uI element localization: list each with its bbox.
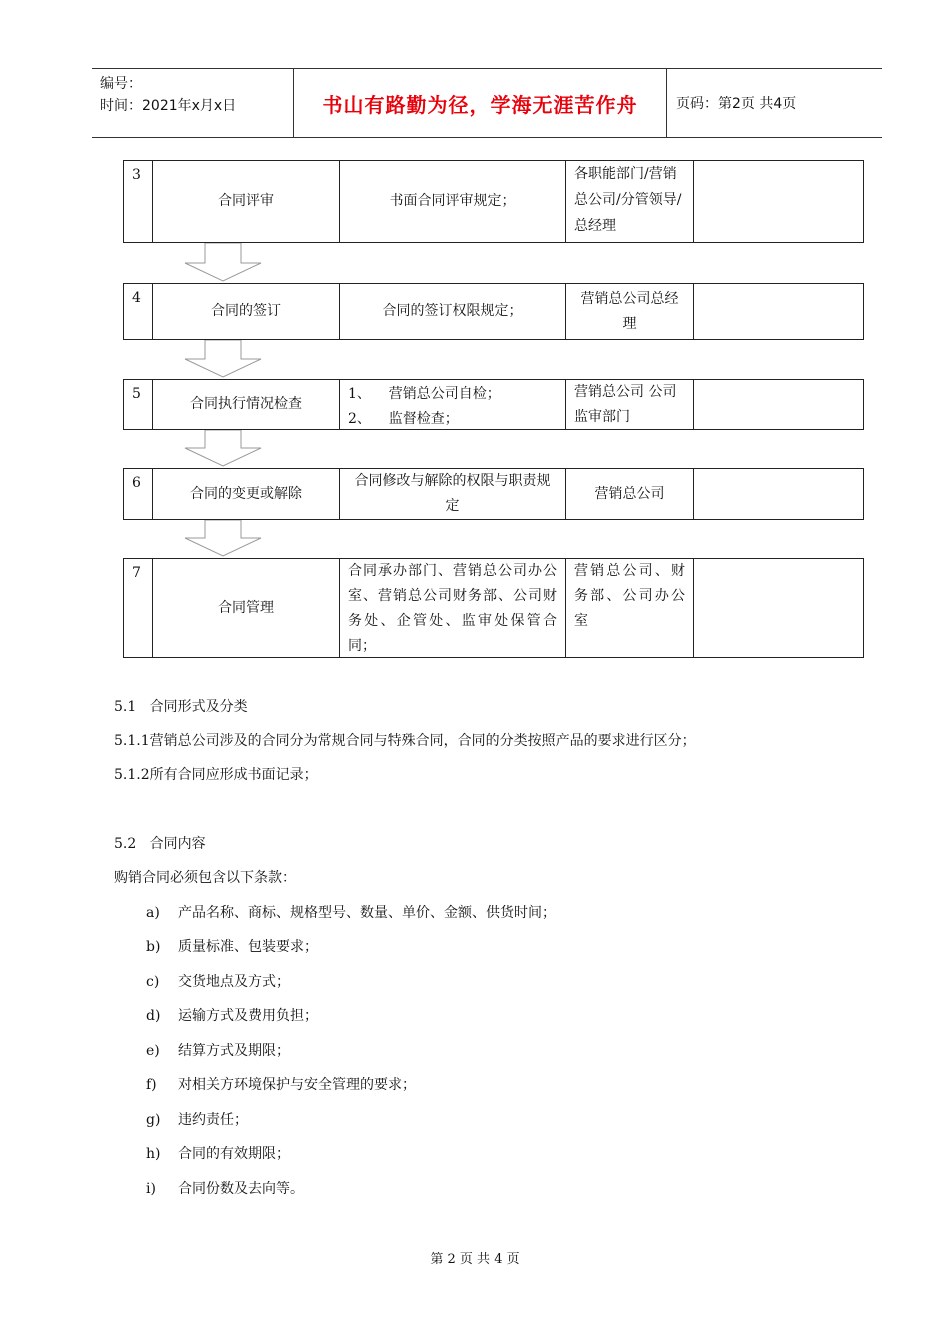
step-number: 3	[132, 167, 141, 183]
step-note	[693, 161, 863, 242]
section-5-1-1: 5.1.1营销总公司涉及的合同分为常规合同与特殊合同，合同的分类按照产品的要求进行区分；	[114, 733, 696, 749]
step-number: 7	[132, 565, 141, 581]
clause-text: 产品名称、商标、规格型号、数量、单价、金额、供货时间；	[178, 905, 556, 921]
clause-text: 结算方式及期限；	[178, 1043, 290, 1059]
step-note	[693, 284, 863, 339]
page-header	[92, 68, 882, 138]
step-responsible: 营销总公司 公司监审部门	[565, 380, 693, 429]
step-responsible: 营销总公司	[565, 469, 693, 519]
clause-text: 对相关方环境保护与安全管理的要求；	[178, 1077, 416, 1093]
clause-item	[146, 1075, 416, 1095]
clause-label: h)	[146, 1146, 161, 1162]
step-number: 4	[132, 290, 141, 306]
step-responsible: 营销总公司总经理	[565, 284, 693, 339]
flow-step-6	[123, 468, 864, 520]
step-note	[693, 380, 863, 429]
clause-label: d)	[146, 1008, 161, 1024]
step-note	[693, 559, 863, 657]
rule-item: 1、 营销总公司自检；	[348, 386, 501, 402]
serial-label: 编号：	[100, 76, 142, 92]
clause-label: e)	[146, 1043, 160, 1059]
clause-label: f)	[146, 1077, 157, 1093]
clause-text: 运输方式及费用负担；	[178, 1008, 318, 1024]
clause-text: 合同的有效期限；	[178, 1146, 290, 1162]
page-footer: 第 2 页 共 4 页	[430, 1252, 520, 1267]
section-5-2-intro: 购销合同必须包含以下条款：	[114, 870, 296, 886]
clause-text: 违约责任；	[178, 1112, 248, 1128]
section-5-1-title: 5.1 合同形式及分类	[114, 699, 248, 715]
clause-label: c)	[146, 974, 160, 990]
step-responsible: 各职能部门/营销总公司/分管领导/ 总经理	[565, 161, 693, 242]
step-responsible: 营销总公司、财务部、公司办公室	[565, 559, 693, 657]
clause-item	[146, 1110, 248, 1130]
flow-step-3	[123, 160, 864, 243]
clause-item	[146, 1041, 290, 1061]
section-5-1-2: 5.1.2所有合同应形成书面记录；	[114, 767, 318, 783]
clause-item	[146, 937, 318, 957]
step-number: 5	[132, 386, 141, 402]
clause-item	[146, 1144, 290, 1164]
time-label: 时间：2021年x月x日	[100, 98, 237, 114]
header-page-label: 页码：第2页 共4页	[676, 96, 797, 112]
header-motto: 书山有路勤为径，学海无涯苦作舟	[322, 92, 638, 117]
flow-arrow-icon	[183, 340, 263, 379]
clause-item	[146, 972, 290, 992]
flow-arrow-icon	[183, 430, 263, 468]
clause-label: i)	[146, 1181, 156, 1197]
step-rule-list	[339, 380, 565, 429]
clause-item	[146, 903, 556, 923]
clause-text: 合同份数及去向等。	[178, 1181, 304, 1197]
step-name: 合同管理	[152, 559, 339, 657]
step-number: 6	[132, 475, 141, 491]
step-name: 合同执行情况检查	[152, 380, 339, 429]
step-rule: 书面合同评审规定；	[339, 161, 565, 242]
clause-label: g)	[146, 1112, 161, 1128]
flow-arrow-icon	[183, 243, 263, 283]
flow-step-4	[123, 283, 864, 340]
step-rule: 合同修改与解除的权限与职责规定	[339, 469, 565, 519]
step-rule: 合同承办部门、营销总公司办公室、营销总公司财务部、公司财务处、企管处、监审处保管合同；	[339, 559, 565, 657]
clause-item	[146, 1006, 318, 1026]
rule-item: 2、 监督检查；	[348, 411, 459, 427]
clause-label: b)	[146, 939, 161, 955]
step-rule: 合同的签订权限规定；	[339, 284, 565, 339]
step-name: 合同评审	[152, 161, 339, 242]
step-note	[693, 469, 863, 519]
clause-text: 交货地点及方式；	[178, 974, 290, 990]
flow-step-5	[123, 379, 864, 430]
step-name: 合同的变更或解除	[152, 469, 339, 519]
section-5-2-title: 5.2 合同内容	[114, 836, 206, 852]
header-divider	[666, 69, 667, 137]
clause-text: 质量标准、包装要求；	[178, 939, 318, 955]
flow-arrow-icon	[183, 520, 263, 558]
flow-step-7	[123, 558, 864, 658]
clause-item	[146, 1179, 304, 1199]
clause-label: a)	[146, 905, 160, 921]
step-name: 合同的签订	[152, 284, 339, 339]
header-meta	[100, 73, 236, 117]
